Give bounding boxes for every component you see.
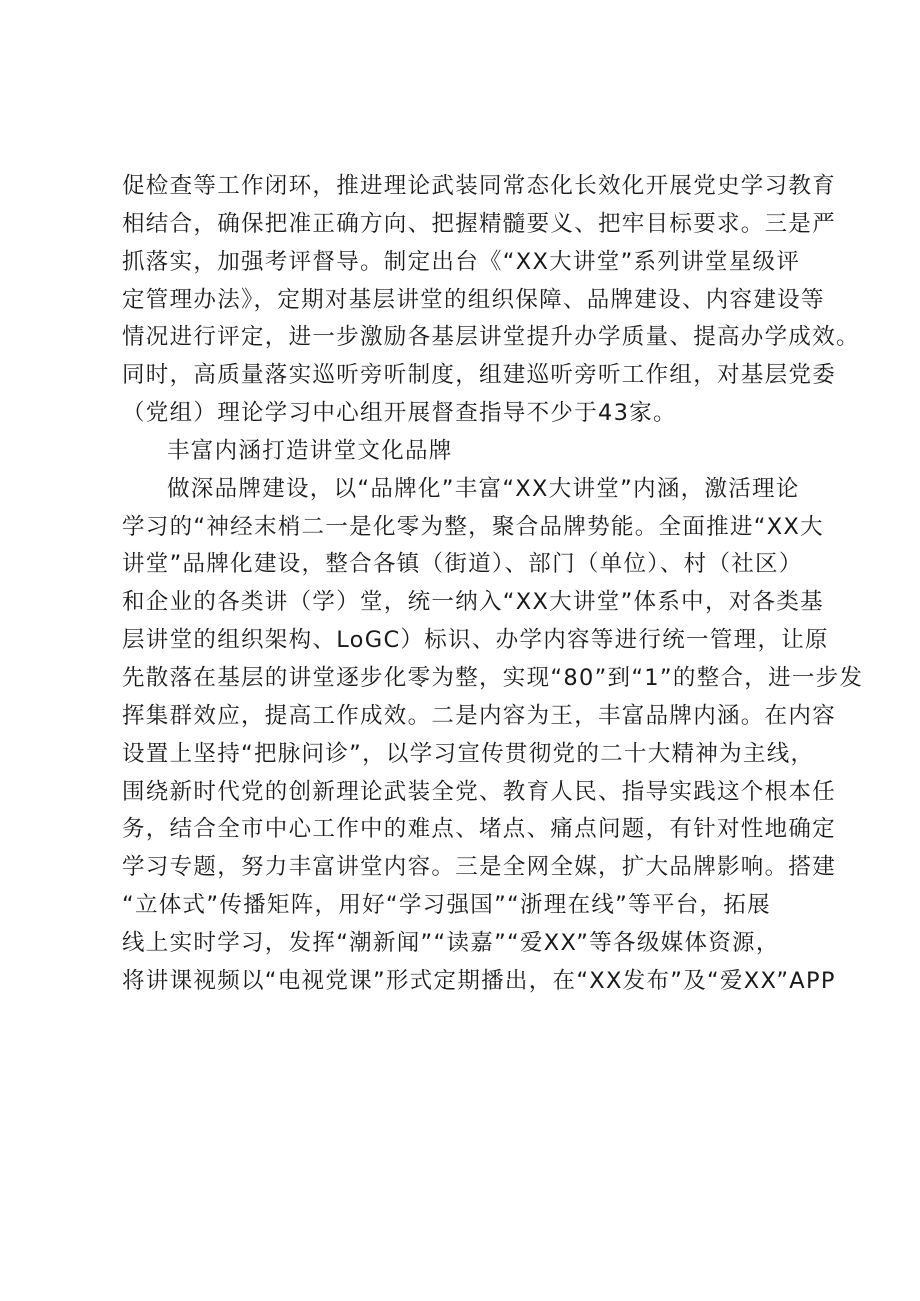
text-line: 相结合，确保把准正确方向、把握精髓要义、把牢目标要求。三是严 xyxy=(122,210,837,237)
text-line: 层讲堂的组织架构、LoGC）标识、办学内容等进行统一管理，让原 xyxy=(122,627,829,654)
text-line: 线上实时学习，发挥“潮新闻”“读嘉”“爱XX”等各级媒体资源， xyxy=(122,929,780,956)
text-line: “立体式”传播矩阵，用好“学习强国”“浙理在线”等平台，拓展 xyxy=(122,892,771,919)
text-line: 先散落在基层的讲堂逐步化零为整，实现“80”到“1”的整合，进一步发 xyxy=(122,664,864,691)
text-line: 设置上坚持“把脉问诊”，以学习宣传贯彻党的二十大精神为主线， xyxy=(122,740,815,767)
text-line: 抓落实，加强考评督导。制定出台《“XX大讲堂”系列讲堂星级评 xyxy=(122,248,801,275)
text-line: （党组）理论学习中心组开展督查指导不少于43家。 xyxy=(122,400,677,427)
text-line: 学习专题，努力丰富讲堂内容。三是全网全媒，扩大品牌影响。搭建 xyxy=(122,854,837,881)
section-heading: 丰富内涵打造讲堂文化品牌 xyxy=(167,437,453,464)
text-line: 情况进行评定，进一步激励各基层讲堂提升办学质量、提高办学成效。 xyxy=(122,324,860,351)
text-line: 和企业的各类讲（学）堂，统一纳入“XX大讲堂”体系中，对各类基 xyxy=(122,589,824,616)
text-line: 将讲课视频以“电视党课”形式定期播出，在“XX发布”及“爱XX”APP xyxy=(122,967,836,994)
text-line: 学习的“神经末梢二一是化零为整，聚合品牌势能。全面推进“XX大 xyxy=(122,513,824,540)
text-line: 务，结合全市中心工作中的难点、堵点、痛点问题，有针对性地确定 xyxy=(122,816,837,843)
body-text xyxy=(122,168,864,1001)
text-line: 挥集群效应，提高工作成效。二是内容为王，丰富品牌内涵。在内容 xyxy=(122,702,837,729)
text-line: 定管理办法》，定期对基层讲堂的组织保障、品牌建设、内容建设等 xyxy=(122,286,825,313)
text-line: 讲堂”品牌化建设，整合各镇（街道）、部门（单位）、村（社区） xyxy=(122,551,803,578)
text-line: 围绕新时代党的创新理论武装全党、教育人民、指导实践这个根本任 xyxy=(122,778,837,805)
text-line: 同时，高质量落实巡听旁听制度，组建巡听旁听工作组，对基层党委 xyxy=(122,362,837,389)
paragraph-first-line: 做深品牌建设，以“品牌化”丰富“XX大讲堂”内涵，激活理论 xyxy=(167,475,800,502)
text-line: 促检查等工作闭环，推进理论武装同常态化长效化开展党史学习教育 xyxy=(122,173,837,199)
